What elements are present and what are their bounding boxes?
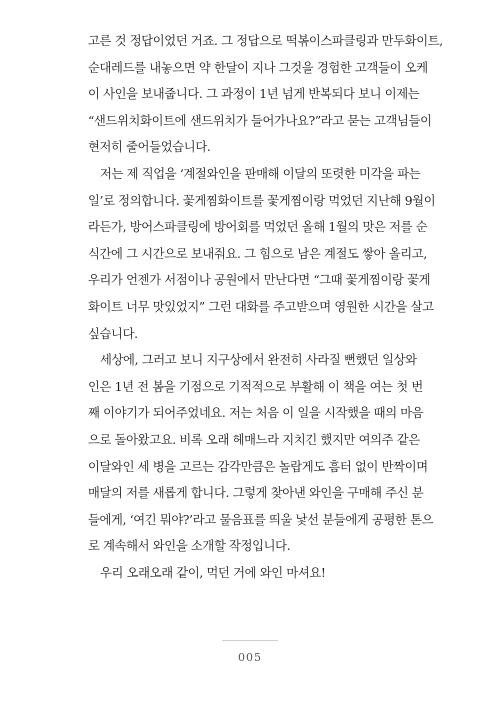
paragraph-line: 화이트 너무 맛있었지” 그런 대화를 주고받으며 영원한 시간을 살고 — [88, 299, 434, 314]
page-footer — [0, 640, 500, 664]
paragraph-line: 고른 것 정답이었던 거죠. 그 정답으로 떡볶이스파클링과 만두화이트, — [88, 34, 443, 48]
paragraph-line: 이 사인을 보내줍니다. 그 과정이 1년 넘게 반복되다 보니 이제는 — [88, 87, 420, 102]
paragraph-line: 째 이야기가 되어주었네요. 저는 처음 이 일을 시작했을 때의 마음 — [88, 406, 424, 421]
paragraph-line: “샌드위치화이트에 샌드위치가 들어가나요?”라고 묻는 고객님들이 — [88, 113, 432, 128]
footer-divider — [222, 640, 278, 641]
paragraph-line: 식간에 그 시간으로 보내줘요. 그 힘으로 남은 계절도 쌓아 올리고, — [88, 246, 427, 261]
paragraph-line: 매달의 저를 새롭게 합니다. 그렇게 찾아낸 와인을 구매해 주신 분 — [88, 486, 424, 501]
paragraph-3 — [88, 347, 434, 560]
paragraph-4 — [88, 560, 414, 587]
paragraph-line: 우리가 언젠가 서점이나 공원에서 만난다면 “그때 꽃게찜이랑 꽃게 — [88, 273, 431, 288]
paragraph-line: 일’로 정의합니다. 꽃게찜화이트를 꽃게찜이랑 먹었던 지난해 9월이 — [88, 193, 436, 208]
paragraph-line: 이달와인 세 병을 고르는 감각만큼은 놀랍게도 흠터 없이 반짝이며 — [88, 459, 428, 474]
body-text — [88, 28, 443, 586]
paragraph-line: 들에게, ‘여긴 뭐야?’라고 물음표를 띄울 낯선 분들에게 공평한 톤으 — [88, 512, 434, 527]
paragraph-line: 순대레드를 내놓으면 약 한달이 지나 그것을 경험한 고객들이 오케 — [88, 60, 428, 75]
page-number: 005 — [238, 651, 262, 664]
paragraph-line: 라든가, 방어스파클링에 방어회를 먹었던 올해 1월의 맛은 저를 순 — [88, 220, 428, 235]
paragraph-line: 싶습니다. — [88, 326, 138, 341]
paragraph-line: 우리 오래오래 같이, 먹던 거에 와인 마셔요! — [100, 565, 326, 580]
paragraph-line: 으로 돌아왔고요. 비록 오래 헤매느라 지치긴 했지만 여의주 같은 — [88, 432, 420, 447]
paragraph-line: 저는 제 직업을 ‘계절와인을 판매해 이달의 또렷한 미각을 파는 — [100, 166, 421, 181]
paragraph-line: 현저히 줄어들었습니다. — [88, 140, 211, 155]
paragraph-line: 인은 1년 전 봄을 기점으로 기적적으로 부활해 이 책을 여는 첫 번 — [88, 379, 423, 394]
paragraph-1 — [88, 28, 443, 161]
paragraph-2 — [88, 161, 436, 347]
paragraph-line: 로 계속해서 와인을 소개할 작정입니다. — [88, 539, 291, 554]
paragraph-line: 세상에, 그러고 보니 지구상에서 완전히 사라질 뻔했던 일상와 — [100, 353, 417, 368]
